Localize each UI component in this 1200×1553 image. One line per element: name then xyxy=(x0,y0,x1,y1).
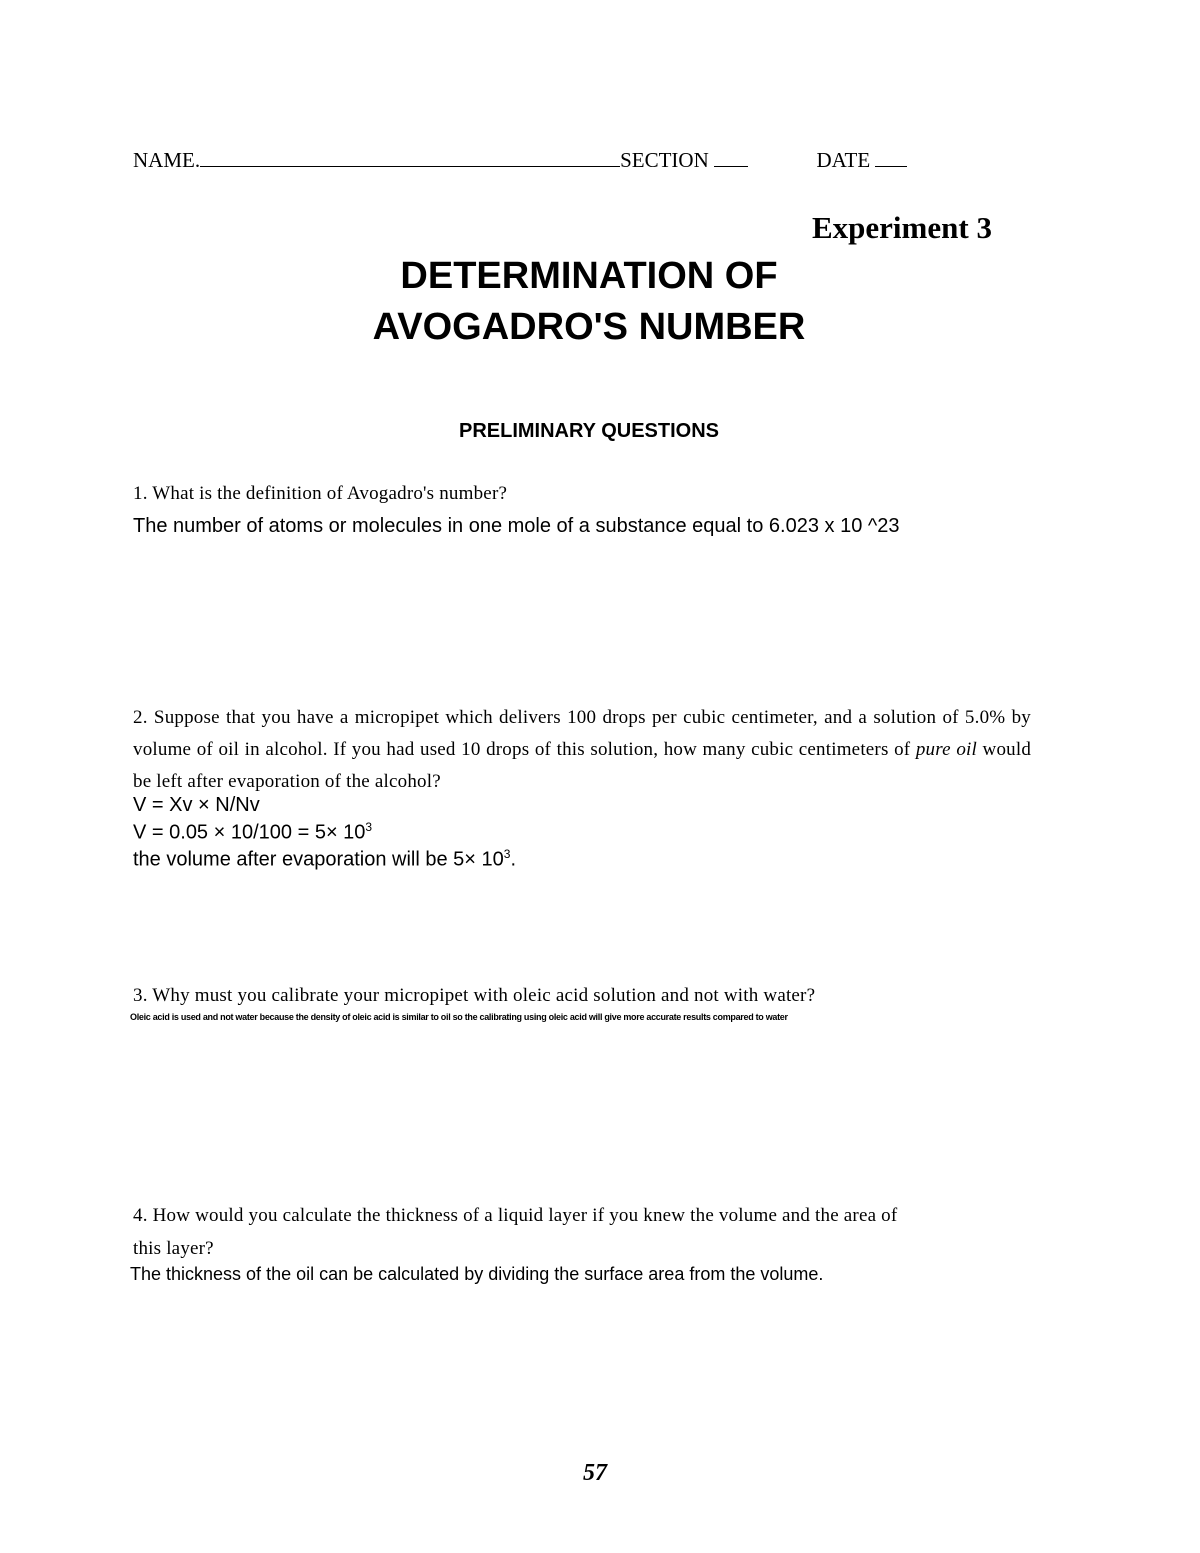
answer-2-text: the volume after evaporation will be 5× 10 xyxy=(133,848,504,871)
question-2 xyxy=(133,702,1031,798)
name-label: NAME. xyxy=(133,148,201,172)
answer-2-exponent: 3 xyxy=(503,847,511,861)
answer-1: The number of atoms or molecules in one mole of a substance equal to 6.023 x 10 ^23 xyxy=(133,515,900,537)
question-1: 1. What is the definition of Avogadro's number? xyxy=(133,483,508,504)
page-number: 57 xyxy=(583,1460,607,1486)
header-fields xyxy=(133,148,907,173)
section-heading: PRELIMINARY QUESTIONS xyxy=(458,420,720,442)
date-blank[interactable] xyxy=(875,148,907,167)
section-label: SECTION xyxy=(620,148,709,172)
answer-2 xyxy=(133,847,516,872)
question-3: 3. Why must you calibrate your micropipet with oleic acid solution and not with water? xyxy=(133,985,816,1006)
date-label: DATE xyxy=(816,148,871,172)
experiment-label: Experiment 3 xyxy=(812,210,992,245)
question-4-line2: this layer? xyxy=(133,1238,214,1259)
formula-2 xyxy=(133,820,372,845)
formula-2-text: V = 0.05 × 10/100 = 5× 10 xyxy=(133,821,366,844)
formula-1: V = Xv × N/Nv xyxy=(133,794,260,816)
page-title-line1: DETERMINATION OF xyxy=(400,255,778,297)
answer-3: Oleic acid is used and not water because the density of oleic acid is similar to oil so the calibrating using oleic acid will give more accurate results compared to water xyxy=(130,1012,788,1022)
section-blank[interactable] xyxy=(714,148,748,167)
answer-2-end: . xyxy=(510,848,517,871)
name-blank[interactable] xyxy=(200,148,620,167)
question-2-text-a: 2. Suppose that you have a micropipet which delivers 100 drops per cubic centimeter, and a solution of 5.0% by volume of oil in alcohol. If you had used 10 drops of this solution, how many cubic centimeters of xyxy=(133,707,1031,760)
formula-2-exponent: 3 xyxy=(365,820,373,834)
question-2-text-b: would be left after evaporation of the alcohol? xyxy=(133,739,1032,792)
page-title-line2: AVOGADRO'S NUMBER xyxy=(372,306,806,348)
question-2-italic: pure oil xyxy=(915,739,977,760)
answer-4: The thickness of the oil can be calculated by dividing the surface area from the volume. xyxy=(130,1264,824,1284)
question-4-line1: 4. How would you calculate the thickness of a liquid layer if you knew the volume and the area of xyxy=(133,1205,898,1226)
